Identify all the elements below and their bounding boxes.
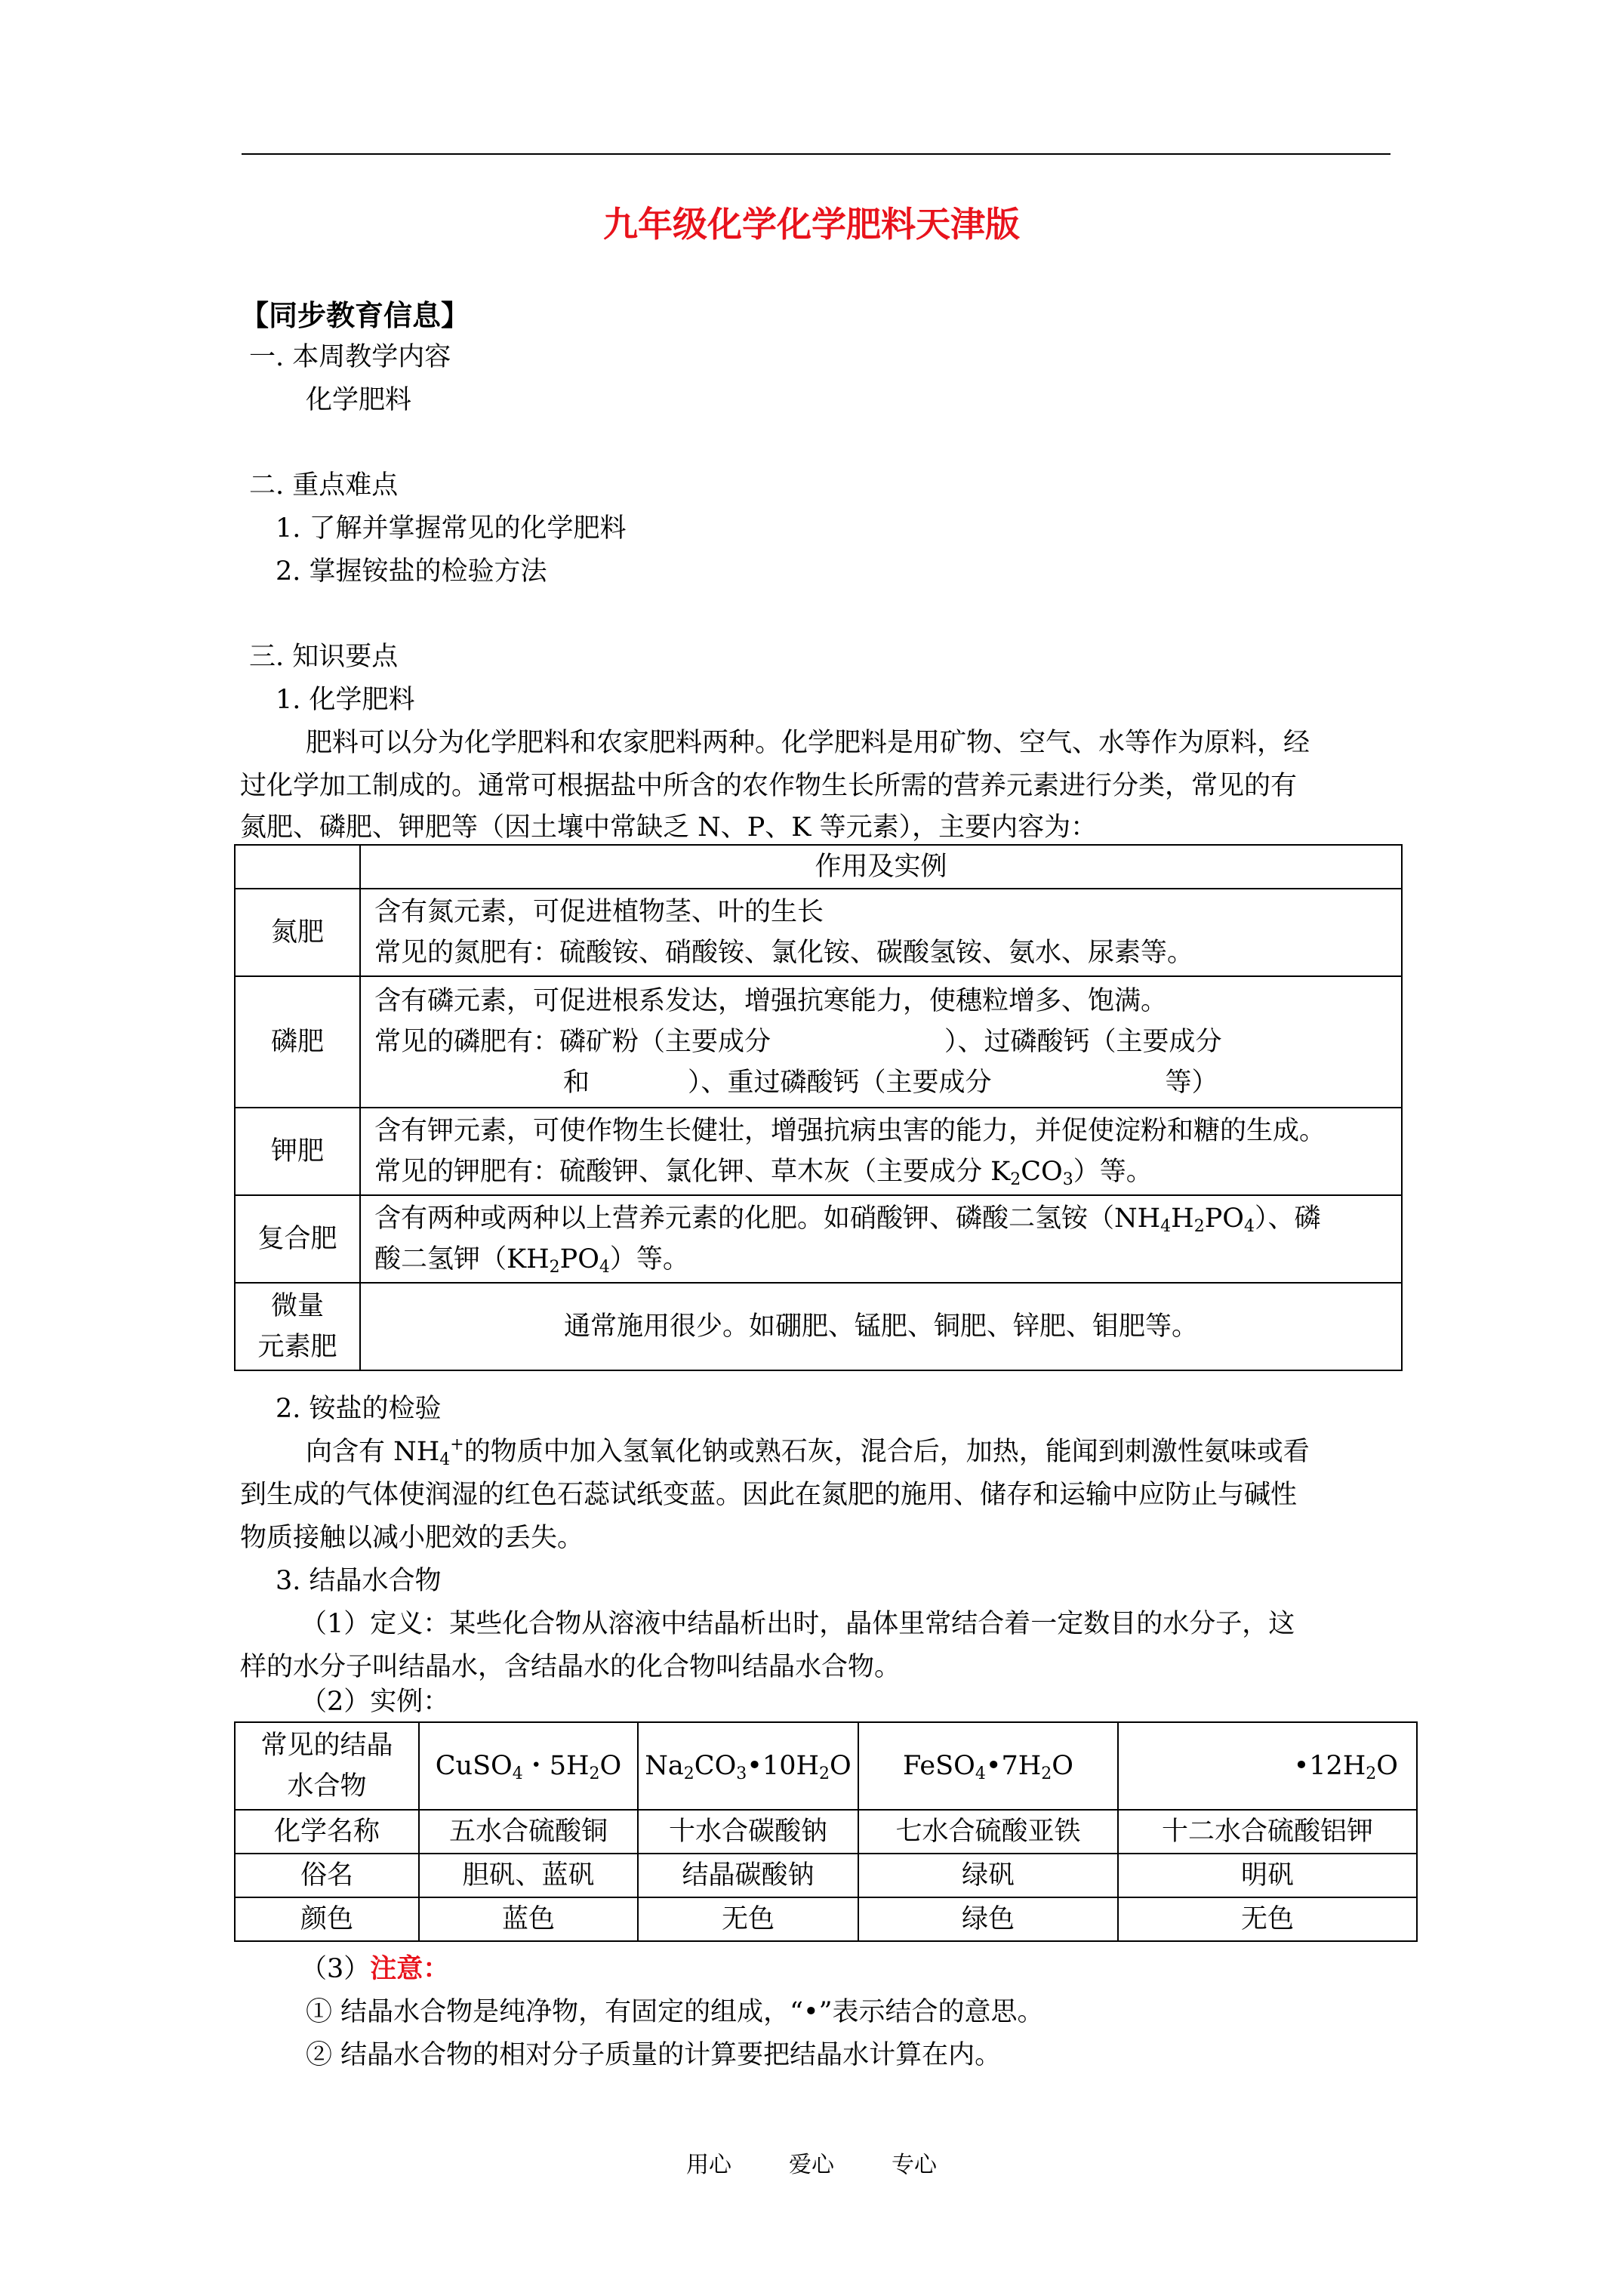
fert-name-trace: 微量 元素肥 — [235, 1283, 360, 1370]
table-row — [235, 1108, 1402, 1195]
s2-item-1: 1. 了解并掌握常见的化学肥料 — [276, 513, 627, 544]
chem-name-1: 五水合硫酸铜 — [419, 1810, 638, 1854]
example-label: （2）实例： — [300, 1687, 450, 1717]
chem-name-2: 十水合碳酸钠 — [638, 1810, 858, 1854]
table-row — [235, 1854, 1417, 1897]
sub3-heading: 3. 结晶水合物 — [276, 1566, 442, 1596]
para1-line-2: 过化学加工制成的。通常可根据盐中所含的农作物生长所需的营养元素进行分类，常见的有 — [240, 771, 1298, 801]
fert-desc-trace: 通常施用很少。如硼肥、锰肥、铜肥、锌肥、钼肥等。 — [360, 1283, 1402, 1370]
formula-cuso4: CuSO$_4$・$5H_2O$ — [419, 1722, 638, 1810]
fert-name-phosphorus: 磷肥 — [235, 976, 360, 1108]
fert-name-nitrogen: 氮肥 — [235, 889, 360, 976]
table-row — [235, 1283, 1402, 1370]
hydrate-table — [234, 1721, 1418, 1942]
common-name-3: 绿矾 — [858, 1854, 1118, 1897]
common-name-2: 结晶碳酸钠 — [638, 1854, 858, 1897]
fert-header: 作用及实例 — [360, 845, 1402, 889]
table-row — [235, 1195, 1402, 1283]
para1-line-1: 肥料可以分为化学肥料和农家肥料两种。化学肥料是用矿物、空气、水等作为原料，经 — [306, 728, 1310, 758]
s1-heading: 一. 本周教学内容 — [249, 342, 451, 372]
s3-sub1: 1. 化学肥料 — [276, 685, 415, 715]
chem-name-4: 十二水合硫酸铝钾 — [1118, 1810, 1417, 1854]
hydrate-label-common: 俗名 — [235, 1854, 419, 1897]
fert-desc-compound: 含有两种或两种以上营养元素的化肥。如硝酸钾、磷酸二氢铵$(NH_4H_2PO_4)$、磷 酸二氢钾$(KH_2PO_4)$等。 — [360, 1195, 1402, 1283]
formula-alum: $•12H_2O$ — [1118, 1722, 1417, 1810]
color-4: 无色 — [1118, 1897, 1417, 1941]
s3-heading: 三. 知识要点 — [249, 642, 399, 672]
table-row — [235, 1897, 1417, 1941]
page-title: 九年级化学化学肥料天津版 — [603, 204, 1020, 245]
table-row — [235, 1810, 1417, 1854]
table-row — [235, 889, 1402, 976]
para2-line-2: 到生成的气体使润湿的红色石蕊试纸变蓝。因此在氮肥的施用、储存和运输中应防止与碱性 — [240, 1480, 1298, 1510]
table-row — [235, 976, 1402, 1108]
def-line-1: （1）定义：某些化合物从溶液中结晶析出时，晶体里常结合着一定数目的水分子，这 — [300, 1609, 1295, 1639]
note-2: ② 结晶水合物的相对分子质量的计算要把结晶水计算在内。 — [306, 2040, 1002, 2070]
note-heading: （3）注意： — [300, 1953, 450, 1984]
fert-desc-phosphorus: 含有磷元素，可促进根系发达，增强抗寒能力，使穗粒增多、饱满。 常见的磷肥有：磷矿粉（主要成分 ）、过磷酸钙（主要成分 和 ）、重过磷酸钙（主要成分 等） — [360, 976, 1402, 1108]
formula-feso4: $FeSO_4•7H_2O$ — [858, 1722, 1118, 1810]
formula-na2co3: $Na_2CO_3•10H_2O$ — [638, 1722, 858, 1810]
sub2-heading: 2. 铵盐的检验 — [276, 1394, 442, 1424]
table-row — [235, 1722, 1417, 1810]
para1-line-3: 氮肥、磷肥、钾肥等（因土壤中常缺乏 N、P、K 等元素），主要内容为： — [240, 812, 1098, 843]
para2-line-3: 物质接触以减小肥效的丢失。 — [240, 1523, 584, 1553]
color-2: 无色 — [638, 1897, 858, 1941]
common-name-1: 胆矾、蓝矾 — [419, 1854, 638, 1897]
hydrate-label-name: 化学名称 — [235, 1810, 419, 1854]
s2-heading: 二. 重点难点 — [249, 470, 399, 501]
fertilizer-table — [234, 844, 1403, 1371]
page-footer: 用心 爱心 专心 — [686, 2152, 937, 2178]
fert-name-potassium: 钾肥 — [235, 1108, 360, 1195]
s1-content: 化学肥料 — [306, 385, 412, 415]
header-rule — [242, 153, 1390, 155]
def-line-2: 样的水分子叫结晶水，含结晶水的化合物叫结晶水合物。 — [240, 1652, 901, 1682]
hydrate-label-formula: 常见的结晶 水合物 — [235, 1722, 419, 1810]
hydrate-label-color: 颜色 — [235, 1897, 419, 1941]
fert-name-compound: 复合肥 — [235, 1195, 360, 1283]
note-1: ① 结晶水合物是纯净物，有固定的组成，“•”表示结合的意思。 — [306, 1997, 1044, 2027]
para2-line-1: 向含有 $NH_4^+$的物质中加入氢氧化钠或熟石灰，混合后，加热，能闻到刺激性氨味或看 — [306, 1435, 1310, 1469]
fert-desc-nitrogen: 含有氮元素，可促进植物茎、叶的生长 常见的氮肥有：硫酸铵、硝酸铵、氯化铵、碳酸氢铵、氨水、尿素等。 — [360, 889, 1402, 976]
chem-name-3: 七水合硫酸亚铁 — [858, 1810, 1118, 1854]
fert-header-blank — [235, 845, 360, 889]
section-header: 【同步教育信息】 — [240, 298, 470, 332]
s2-item-2: 2. 掌握铵盐的检验方法 — [276, 556, 547, 587]
common-name-4: 明矾 — [1118, 1854, 1417, 1897]
color-1: 蓝色 — [419, 1897, 638, 1941]
color-3: 绿色 — [858, 1897, 1118, 1941]
fert-desc-potassium: 含有钾元素，可使作物生长健壮，增强抗病虫害的能力，并促使淀粉和糖的生成。 常见的钾肥有：硫酸钾、氯化钾、草木灰（主要成分 $K_2CO_3$）等。 — [360, 1108, 1402, 1195]
